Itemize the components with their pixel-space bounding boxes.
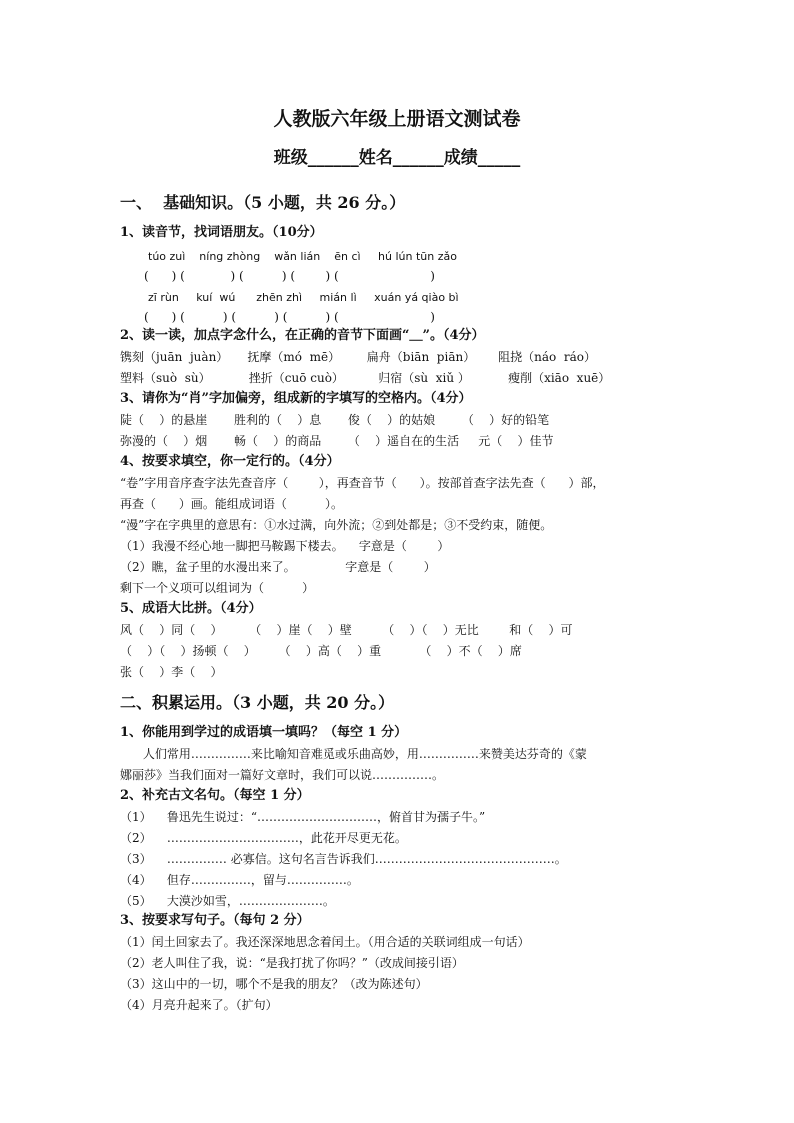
q2-3-line-2: （2）老人叫住了我，说：“是我打扰了你吗？”（改成间接引语） <box>120 956 464 970</box>
q1-1-pinyin-row-1: túo zuì níng zhòng wǎn lián ēn cì hú lún tūn zǎo <box>148 250 457 263</box>
q2-2-line-5: （5） 大漠沙如雪，…………………。 <box>120 894 335 908</box>
q1-2-line-2: 塑料（suò sù） 挫折（cuō cuò） 归宿（sù xiǔ ） 瘦削（xiāo xuē） <box>120 371 611 385</box>
section-1-heading: 一、 基础知识。（5 小题，共 26 分。） <box>120 193 406 212</box>
q2-2-heading: 2、补充古文名句。（每空 1 分） <box>120 788 310 803</box>
q2-2-line-4: （4） 但存……………，留与……………。 <box>120 873 359 887</box>
exam-title: 人教版六年级上册语文测试卷 <box>273 108 521 130</box>
q1-4-line-2: 再查（ ）画。能组成词语（ ）。 <box>120 497 344 511</box>
q2-1-heading: 1、你能用到学过的成语填一填吗？（每空 1 分） <box>120 725 408 740</box>
q1-1-brackets-row-1: ( ) ( ) ( ) ( ) ( ) <box>144 269 435 283</box>
q2-3-line-3: （3）这山中的一切，哪个不是我的朋友？（改为陈述句） <box>120 977 428 991</box>
q1-3-line-2: 弥漫的（ ）烟 畅（ ）的商品 （ ）遥自在的生活 元（ ）佳节 <box>120 434 554 448</box>
q1-2-line-1: 镌刻（juān juàn） 抚摩（mó mē） 扁舟（biān piān） 阻挠（náo ráo） <box>120 350 596 364</box>
q1-5-line-2: （ ）（ ）扬顿（ ） （ ）高（ ）重 （ ）不（ ）席 <box>120 644 522 658</box>
q2-1-line-2: 娜丽莎》当我们面对一篇好文章时，我们可以说……………。 <box>120 768 445 782</box>
q1-4-line-4: （1）我漫不经心地一脚把马鞍踢下楼去。 字意是（ ） <box>120 539 450 553</box>
q1-4-line-1: “卷”字用音序查字法先查音序（ ），再查音节（ ）。按部首查字法先查（ ）部， <box>120 476 605 490</box>
q2-3-line-1: （1）闰土回家去了。我还深深地思念着闰土。（用合适的关联词组成一句话） <box>120 935 530 949</box>
q2-3-heading: 3、按要求写句子。（每句 2 分） <box>120 913 310 928</box>
q1-1-pinyin-row-2: zī rùn kuí wú zhēn zhì mián lì xuán yá qiào bì <box>148 291 459 304</box>
q1-5-line-3: 张（ ）李（ ） <box>120 665 223 679</box>
q1-5-line-1: 风（ ）同（ ） （ ）崖（ ）壁 （ ）（ ）无比 和（ ）可 <box>120 623 573 637</box>
q1-5-heading: 5、成语大比拼。（4分） <box>120 601 262 616</box>
section-2-heading: 二、积累运用。（3 小题，共 20 分。） <box>120 693 395 712</box>
q1-2-heading: 2、读一读，加点字念什么，在正确的音节下面画“＿”。（4分） <box>120 328 485 343</box>
q2-2-line-3: （3） …………… 必寡信。这句名言告诉我们………………………………………。 <box>120 852 567 866</box>
q1-3-heading: 3、请你为“肖”字加偏旁，组成新的字填写的空格内。（4分） <box>120 391 472 406</box>
q1-1-heading: 1、读音节，找词语朋友。（10分） <box>120 225 323 240</box>
q1-4-heading: 4、按要求填空，你一定行的。（4分） <box>120 454 340 469</box>
q1-4-line-3: “漫”字在字典里的意思有：①水过满，向外流；②到处都是；③不受约束，随便。 <box>120 518 553 532</box>
q1-4-line-5: （2）瞧，盆子里的水漫出来了。 字意是（ ） <box>120 560 436 574</box>
q2-2-line-2: （2） ……………………………，此花开尽更无花。 <box>120 831 407 845</box>
q1-1-brackets-row-2: ( ) ( ) ( ) ( ) ( ) <box>144 310 435 324</box>
q1-4-line-6: 剩下一个义项可以组词为（ ） <box>120 581 315 595</box>
q2-3-line-4: （4）月亮升起来了。（扩句） <box>120 998 278 1012</box>
student-info-line: 班级______姓名______成绩_____ <box>273 148 521 168</box>
q2-2-line-1: （1） 鲁迅先生说过：“…………………………，俯首甘为孺子牛。” <box>120 810 486 824</box>
q1-3-line-1: 陡（ ）的悬崖 胜利的（ ）息 俊（ ）的姑娘 （ ）好的铅笔 <box>120 413 550 427</box>
q2-1-line-1: 人们常用……………来比喻知音难觅或乐曲高妙，用……………来赞美达芬奇的《蒙 <box>120 747 587 761</box>
